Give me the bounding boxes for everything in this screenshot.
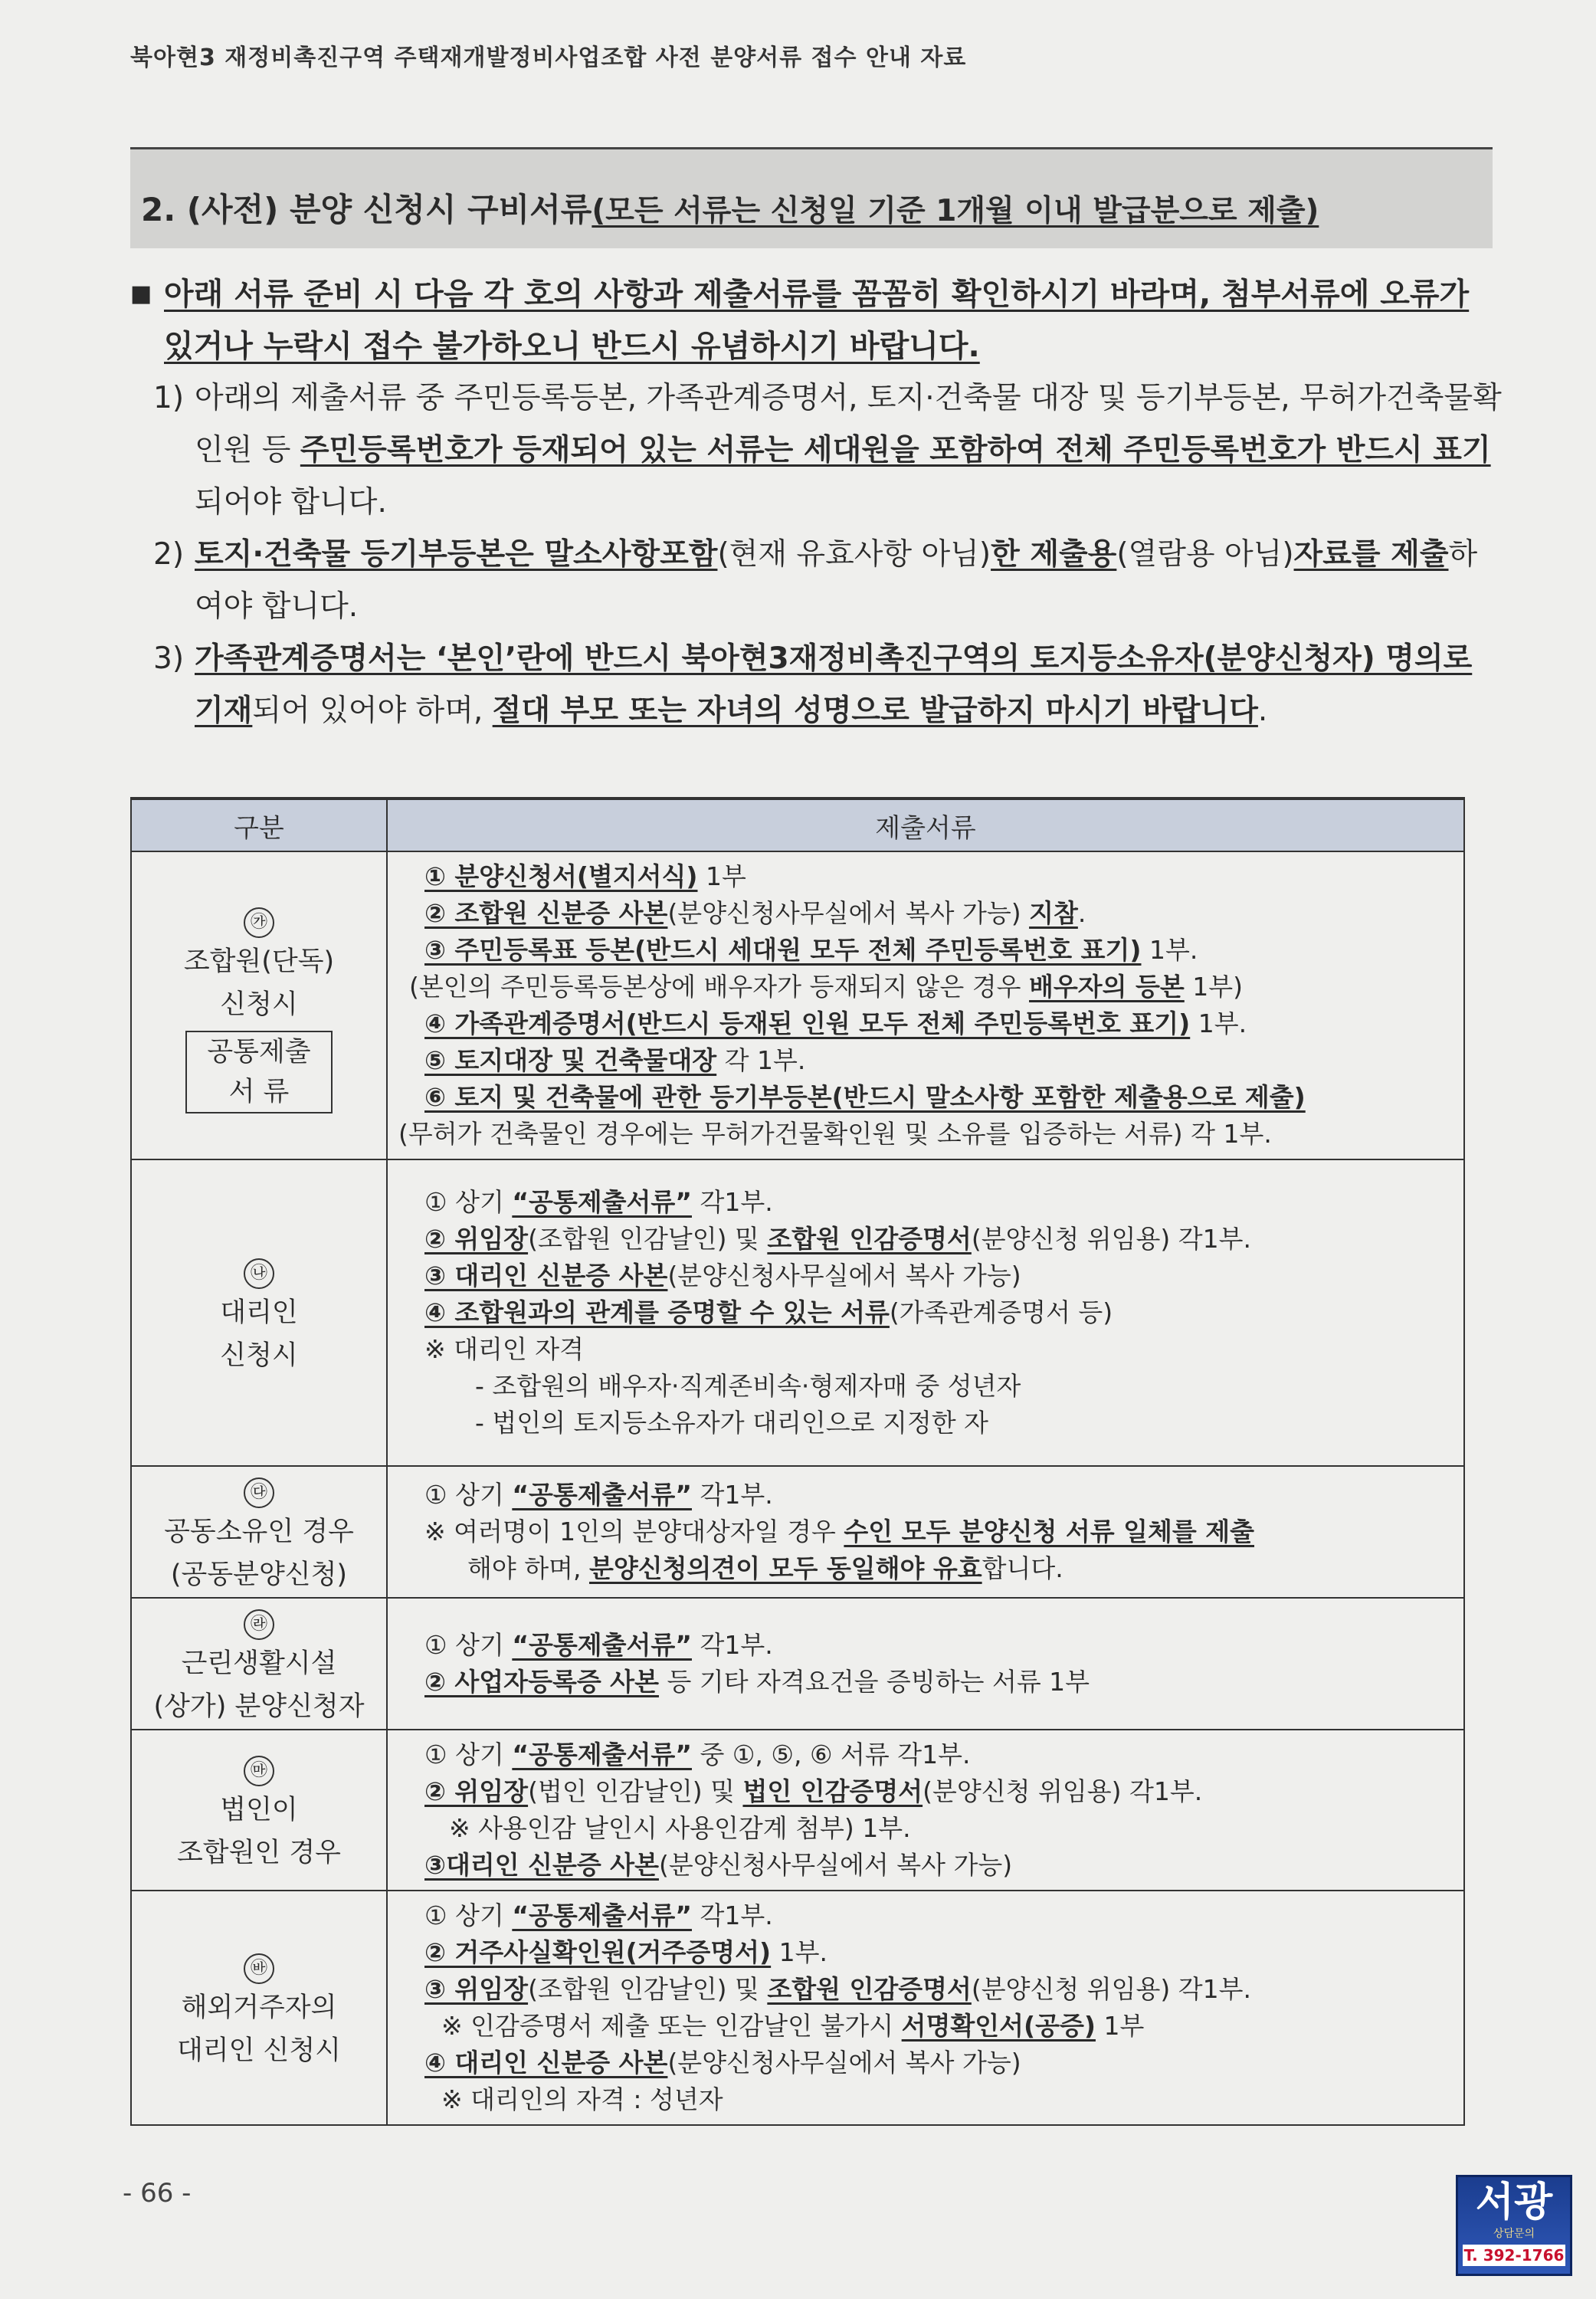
section-title-main: 2. (사전) 분양 신청시 구비서류 (141, 191, 592, 228)
notice (130, 268, 1502, 372)
document-line: ※ 인감증명서 제출 또는 인감날인 불가시 서명확인서(공증) 1부 (441, 2011, 1145, 2041)
document-line: - 법인의 토지등소유자가 대리인으로 지정한 자 (475, 1408, 989, 1438)
item-number: 3) (153, 641, 185, 676)
document-line: (무허가 건축물인 경우에는 무허가건물확인원 및 소유를 입증하는 서류) 각 1부. (398, 1119, 1272, 1149)
category-cell: ㉲ 법인이 조합원인 경우 (131, 1730, 387, 1891)
document-line: ② 사업자등록증 사본 등 기타 자격요건을 증빙하는 서류 1부 (424, 1667, 1090, 1697)
category-cell: ㉰ 공동소유인 경우 (공동분양신청) (131, 1466, 387, 1598)
document-line: ① 상기 “공통제출서류” 각1부. (424, 1630, 773, 1660)
documents-cell (387, 851, 1464, 1159)
document-line: ① 상기 “공통제출서류” 중 ①, ⑤, ⑥ 서류 각1부. (424, 1740, 971, 1769)
table-row (131, 1466, 1464, 1598)
circled-mark: ㉰ (244, 1477, 274, 1508)
item-number: 2) (153, 537, 185, 572)
circled-mark: ㉮ (244, 907, 274, 938)
circled-mark: ㉯ (244, 1258, 274, 1289)
table-row (131, 1598, 1464, 1730)
category-cell: ㉱ 근린생활시설 (상가) 분양신청자 (131, 1598, 387, 1730)
document-line: 해야 하며, 분양신청의견이 모두 동일해야 유효합니다. (467, 1553, 1063, 1583)
circled-mark: ㉳ (244, 1953, 274, 1984)
document-line: ※ 여러명이 1인의 분양대상자일 경우 수인 모두 분양신청 서류 일체를 제출 (424, 1517, 1255, 1546)
documents-cell (387, 1730, 1464, 1891)
document-line: ③ 대리인 신분증 사본(분양신청사무실에서 복사 가능) (424, 1261, 1021, 1291)
category-cell: ㉮ 조합원(단독) 신청시 공통제출 서 류 (131, 851, 387, 1159)
column-header-documents: 제출서류 (387, 799, 1464, 851)
item-3: 3) 가족관계증명서는 ‘본인’란에 반드시 북아현3재정비촉진구역의 토지등소유자(분양신청자) 명의로 기재되어 있어야 하며, 절대 부모 또는 자녀의 성명으로 발급하지 마시기 바랍니다. (153, 633, 1502, 737)
item-2: 2) 토지·건축물 등기부등본은 말소사항포함(현재 유효사항 아님)한 제출용(열람용 아님)자료를 제출하여야 합니다. (153, 529, 1502, 633)
document-line: ① 상기 “공통제출서류” 각1부. (424, 1187, 773, 1217)
section-title-sub: (모든 서류는 신청일 기준 1개월 이내 발급분으로 제출) (592, 194, 1319, 228)
circled-mark: ㉱ (244, 1609, 274, 1640)
document-line: (본인의 주민등록등본상에 배우자가 등재되지 않은 경우 배우자의 등본 1부) (409, 972, 1244, 1002)
document-line: ⑤ 토지대장 및 건축물대장 각 1부. (424, 1045, 806, 1075)
document-line: ② 거주사실확인원(거주증명서) 1부. (424, 1937, 827, 1967)
document-line: - 조합원의 배우자·직계존비속·형제자매 중 성년자 (475, 1371, 1021, 1401)
documents-cell (387, 1598, 1464, 1730)
notice-text: 아래 서류 준비 시 다음 각 호의 사항과 제출서류를 꼼꼼히 확인하시기 바라며, 첨부서류에 오류가 있거나 누락시 접수 불가하오니 반드시 유념하시기 바랍니다. (164, 277, 1470, 364)
document-line: ④ 조합원과의 관계를 증명할 수 있는 서류(가족관계증명서 등) (424, 1297, 1113, 1327)
document-line: ④ 가족관계증명서(반드시 등재된 인원 모두 전체 주민등록번호 표기) 1부. (424, 1008, 1247, 1038)
table-row (131, 851, 1464, 1159)
document-line: ③대리인 신분증 사본(분양신청사무실에서 복사 가능) (424, 1850, 1013, 1880)
document-line: ② 조합원 신분증 사본(분양신청사무실에서 복사 가능) 지참. (424, 898, 1086, 928)
circled-mark: ㉲ (244, 1756, 274, 1786)
category-cell: ㉳ 해외거주자의 대리인 신청시 (131, 1891, 387, 2125)
document-line: ① 분양신청서(별지서식) 1부 (424, 861, 746, 891)
documents-cell (387, 1159, 1464, 1466)
document-line: ① 상기 “공통제출서류” 각1부. (424, 1901, 773, 1930)
document-line: ※ 대리인 자격 (424, 1334, 585, 1364)
document-line: ※ 사용인감 날인시 사용인감계 첨부) 1부. (449, 1813, 911, 1843)
square-bullet-icon: ■ (130, 280, 152, 307)
document-line: ③ 위임장(조합원 인감날인) 및 조합원 인감증명서(분양신청 위임용) 각1부. (424, 1974, 1251, 2004)
table-row (131, 1891, 1464, 2125)
document-line: ② 위임장(법인 인감날인) 및 법인 인감증명서(분양신청 위임용) 각1부. (424, 1776, 1203, 1806)
item-1: 1) 아래의 제출서류 중 주민등록등본, 가족관계증명서, 토지·건축물 대장 및 등기부등본, 무허가건축물확인원 등 주민등록번호가 등재되어 있는 서류는 세대원을 포함하여 전체 주민등록번호가 반드시 표기되어야 합니다. (153, 372, 1502, 529)
column-header-category: 구분 (131, 799, 387, 851)
documents-cell (387, 1466, 1464, 1598)
table-row (131, 1159, 1464, 1466)
category-cell: ㉯ 대리인 신청시 (131, 1159, 387, 1466)
common-documents-box: 공통제출 서 류 (185, 1031, 332, 1113)
document-line: ① 상기 “공통제출서류” 각1부. (424, 1480, 773, 1510)
seogwang-stamp-logo: 서광 상담문의 T. 392-1766 (1456, 2175, 1572, 2276)
page-header: 북아현3 재정비촉진구역 주택재개발정비사업조합 사전 분양서류 접수 안내 자료 (130, 44, 967, 71)
document-line: ④ 대리인 신분증 사본(분양신청사무실에서 복사 가능) (424, 2048, 1021, 2078)
document-line: ③ 주민등록표 등본(반드시 세대원 모두 전체 주민등록번호 표기) 1부. (424, 935, 1198, 965)
item-number: 1) (153, 381, 185, 415)
table-row (131, 1730, 1464, 1891)
document-line: ⑥ 토지 및 건축물에 관한 등기부등본(반드시 말소사항 포함한 제출용으로 제출) (424, 1082, 1306, 1112)
document-line: ② 위임장(조합원 인감날인) 및 조합원 인감증명서(분양신청 위임용) 각1부. (424, 1224, 1251, 1254)
documents-cell (387, 1891, 1464, 2125)
page-number: - 66 - (123, 2178, 192, 2209)
section-title (130, 147, 1493, 248)
documents-table (130, 797, 1465, 2126)
document-line: ※ 대리인의 자격 : 성년자 (441, 2084, 723, 2114)
